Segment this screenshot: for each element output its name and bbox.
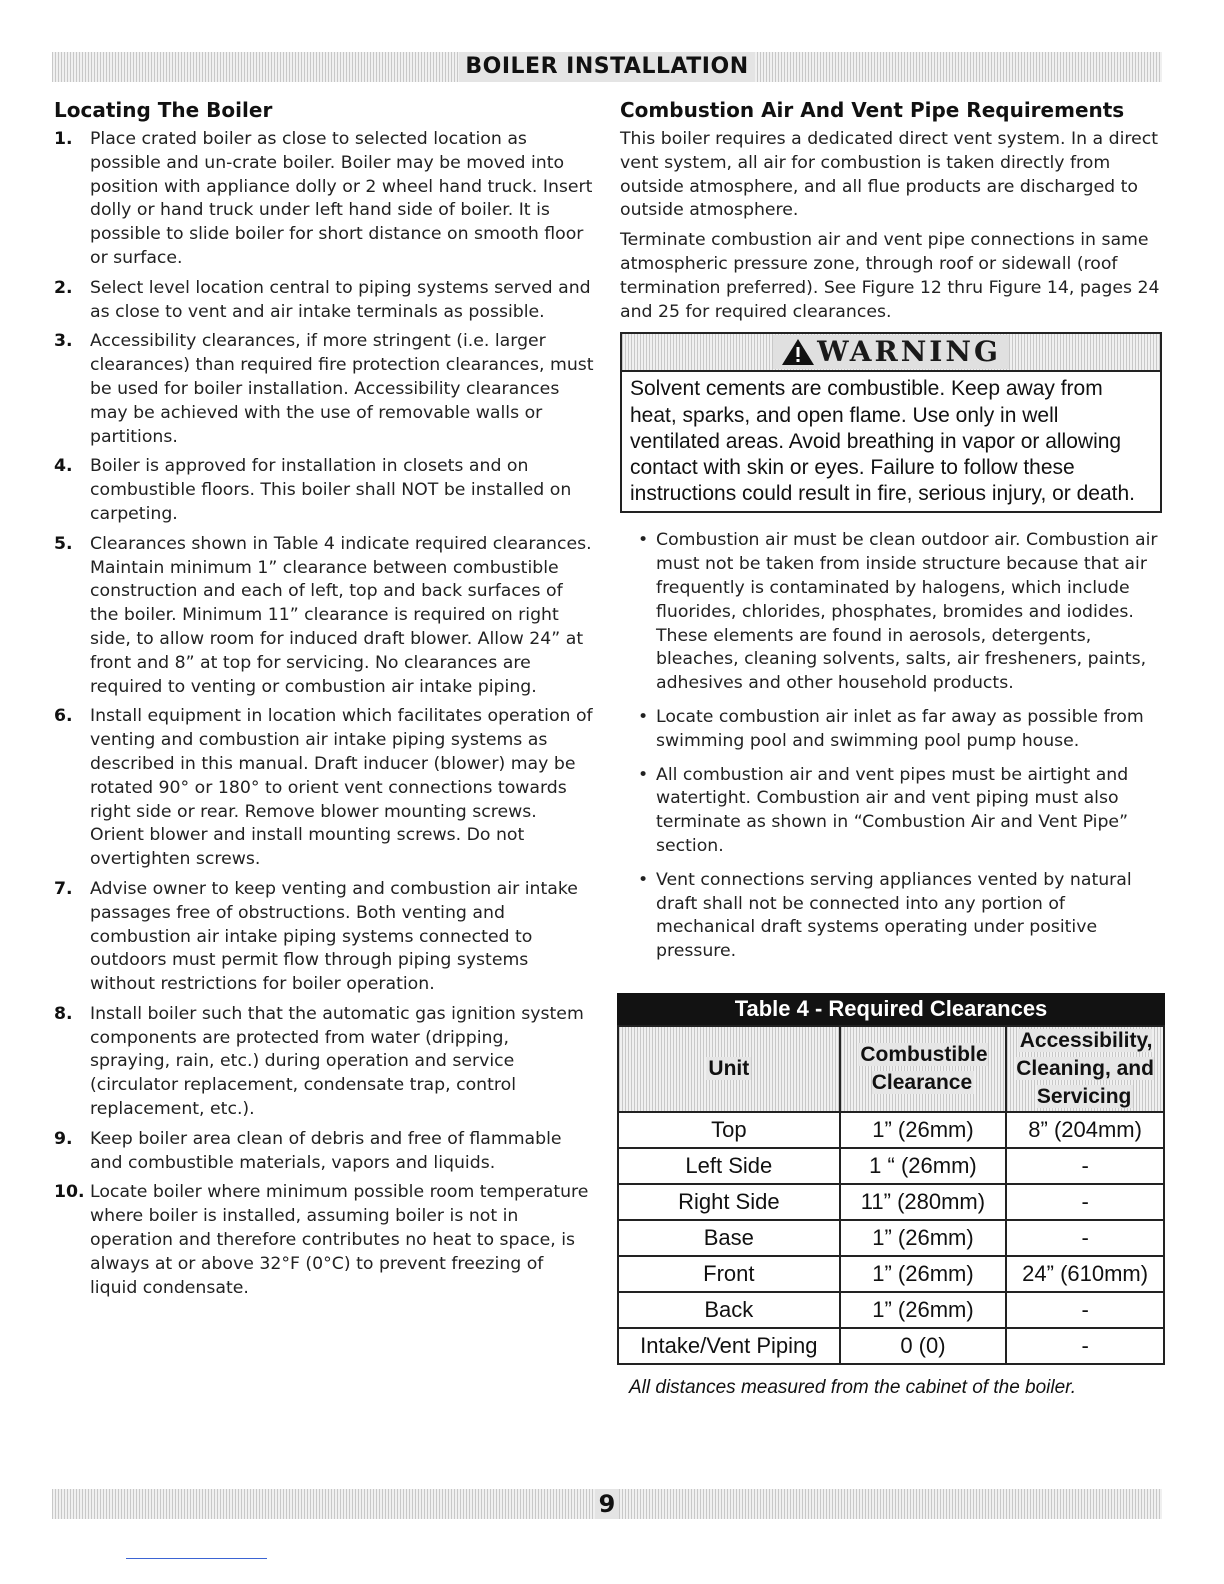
- table-row: Base 1” (26mm) -: [618, 1220, 1164, 1256]
- list-item: • Combustion air must be clean outdoor air. Combustion air must not be taken from inside structure because that air frequently is contaminated by halogens, which include fluorides, chlorides, phosphates, bromides and iodides. These elements are found in aerosols, detergents, bleaches, cleaning solvents, salts, air fresheners, paints, adhesives and other household products.: [638, 530, 1158, 694]
- table-header-accessibility: Accessibility, Cleaning, and Servicing: [1006, 1026, 1164, 1112]
- list-item: • Locate combustion air inlet as far away as possible from swimming pool and swimming pool pump house.: [638, 706, 1144, 751]
- table-header-unit: Unit: [618, 1026, 840, 1112]
- left-column: [54, 98, 594, 1306]
- list-item: 9. Keep boiler area clean of debris and free of flammable and combustible materials, vapors and liquids.: [54, 1128, 562, 1173]
- list-item: 1. Place crated boiler as close to selected location as possible and un-crate boiler. Boiler may be moved into position with appliance dolly or 2 wheel hand truck. Insert dolly or hand truck under left hand side of boiler. It is possible to slide boiler for short distance on smooth floor or surface.: [54, 129, 593, 268]
- list-item: 7. Advise owner to keep venting and combustion air intake passages free of obstructions. Both venting and combustion air intake piping systems connected to outdoors must permit flow through piping systems without restrictions for boiler operation.: [54, 878, 578, 995]
- section-title: BOILER INSTALLATION: [459, 52, 754, 82]
- intro-paragraph: This boiler requires a dedicated direct vent system. In a direct vent system, all air for combustion is taken directly from outside atmosphere, and all flue products are discharged to outside atmosphere.: [620, 129, 1159, 221]
- locating-boiler-heading: Locating The Boiler: [54, 98, 273, 122]
- table-row: Top 1” (26mm) 8” (204mm): [618, 1112, 1164, 1148]
- bullet-icon: •: [638, 530, 649, 551]
- bullet-icon: •: [638, 764, 649, 785]
- bullet-icon: •: [638, 706, 649, 727]
- table-header-combustible: Combustible Clearance: [840, 1026, 1007, 1112]
- list-item: • All combustion air and vent pipes must be airtight and watertight. Combustion air and vent piping must also terminate as shown in “Combustion Air and Vent Pipe” section.: [638, 764, 1129, 856]
- warning-triangle-icon: [781, 338, 815, 366]
- list-item: 4. Boiler is approved for installation in closets and on combustible floors. This boiler shall NOT be installed on carpeting.: [54, 456, 572, 524]
- warning-title: WARNING: [817, 335, 1001, 369]
- list-item: 5. Clearances shown in Table 4 indicate required clearances. Maintain minimum 1” clearance between combustible construction and each of left, top and back surfaces of the boiler. Minimum 11” clearance is required on right side, to allow room for induced draft blower. Allow 24” at front and 8” at top for servicing. No clearances are required to venting or combustion air intake piping.: [54, 533, 592, 697]
- right-column: [620, 98, 1165, 974]
- table-row: Intake/Vent Piping 0 (0) -: [618, 1328, 1164, 1364]
- list-item: • Vent connections serving appliances vented by natural draft shall not be connected into any portion of mechanical draft systems operating under positive pressure.: [638, 869, 1132, 962]
- bullet-icon: •: [638, 869, 649, 890]
- locating-steps-list: [54, 128, 594, 1300]
- table-row: Left Side 1 “ (26mm) -: [618, 1148, 1164, 1184]
- combustion-air-heading: Combustion Air And Vent Pipe Requirements: [620, 98, 1125, 122]
- page-number: 9: [595, 1489, 620, 1519]
- list-item: 8. Install boiler such that the automatic gas ignition system components are protected from water (dripping, spraying, rain, etc.) during operation and service (circulator replacement, condensate trap, control replacement, etc.).: [54, 1003, 584, 1120]
- footer-divider-line: [126, 1558, 267, 1559]
- table-header-row: [618, 1026, 1164, 1112]
- clearances-table: [617, 1025, 1165, 1365]
- table-title: Table 4 - Required Clearances: [617, 993, 1165, 1025]
- list-item: 3. Accessibility clearances, if more stringent (i.e. larger clearances) than required fire protection clearances, must be used for boiler installation. Accessibility clearances may be achieved with the use of removable walls or partitions.: [54, 331, 594, 447]
- warning-box: [620, 332, 1162, 513]
- clearances-table-block: [617, 993, 1165, 1399]
- warning-header: [622, 334, 1160, 372]
- warning-text: Solvent cements are combustible. Keep away from heat, sparks, and open flame. Use only in well ventilated areas. Avoid breathing in vapor or allowing contact with skin or eyes. Failure to follow these instructions could result in fire, serious injury, or death.: [630, 377, 1136, 506]
- table-row: Front 1” (26mm) 24” (610mm): [618, 1256, 1164, 1292]
- list-item: 2. Select level location central to piping systems served and as close to vent and air intake terminals as possible.: [54, 277, 591, 322]
- combustion-air-bullets: [620, 529, 1165, 964]
- table-footnote: All distances measured from the cabinet of the boiler.: [629, 1377, 1077, 1398]
- table-row: Back 1” (26mm) -: [618, 1292, 1164, 1328]
- list-item: 10. Locate boiler where minimum possible room temperature where boiler is installed, assuming boiler is not in operation and therefore contributes no heat to space, is always at or above 32°F (0°C) to prevent freezing of liquid condensate.: [54, 1182, 589, 1298]
- list-item: 6. Install equipment in location which facilitates operation of venting and combustion air intake piping systems as described in this manual. Draft inducer (blower) may be rotated 90° or 180° to orient vent connections towards right side or rear. Remove blower mounting screws. Orient blower and install mounting screws. Do not overtighten screws.: [54, 706, 593, 870]
- section-header-bar: [52, 52, 1162, 82]
- table-row: Right Side 11” (280mm) -: [618, 1184, 1164, 1220]
- footer-bar: [52, 1489, 1162, 1519]
- termination-paragraph: Terminate combustion air and vent pipe connections in same atmospheric pressure zone, through roof or sidewall (roof termination preferred). See Figure 12 thru Figure 14, pages 24 and 25 for required clearances.: [620, 230, 1160, 322]
